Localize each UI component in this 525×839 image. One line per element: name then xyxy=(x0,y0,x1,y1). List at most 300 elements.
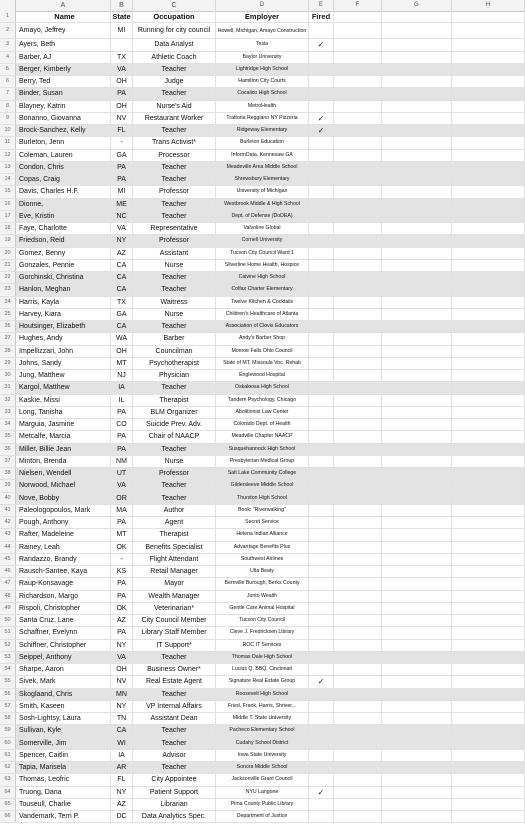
empty-cell[interactable] xyxy=(334,358,382,369)
empty-cell[interactable] xyxy=(382,456,452,467)
cell-name[interactable]: Santa Cruz, Lane xyxy=(16,615,111,626)
cell-fired[interactable] xyxy=(309,76,334,87)
cell-fired[interactable] xyxy=(309,88,334,99)
empty-cell[interactable] xyxy=(452,52,525,63)
cell-employer[interactable]: Sonora Middle School xyxy=(216,762,309,773)
cell-fired[interactable] xyxy=(309,419,334,430)
empty-cell[interactable] xyxy=(382,627,452,638)
empty-cell[interactable] xyxy=(452,627,525,638)
empty-cell[interactable] xyxy=(382,676,452,687)
empty-cell[interactable] xyxy=(382,725,452,736)
cell-occupation[interactable]: Advisor xyxy=(133,750,216,761)
empty-cell[interactable] xyxy=(334,248,382,259)
row-number[interactable]: 30 xyxy=(0,370,16,381)
cell-state[interactable]: TN xyxy=(111,713,133,724)
cell-name[interactable]: Johns, Sandy xyxy=(16,358,111,369)
cell-employer[interactable]: ROC IT Services xyxy=(216,640,309,651)
empty-cell[interactable] xyxy=(334,39,382,50)
empty-cell[interactable] xyxy=(452,272,525,283)
cell-occupation[interactable]: Flight Attendant xyxy=(133,554,216,565)
cell-name[interactable]: Somerville, Jim xyxy=(16,738,111,749)
empty-cell[interactable] xyxy=(382,615,452,626)
cell-state[interactable]: NC xyxy=(111,211,133,222)
empty-cell[interactable] xyxy=(334,664,382,675)
empty-cell[interactable] xyxy=(334,591,382,602)
cell-state[interactable]: PA xyxy=(111,88,133,99)
cell-fired[interactable] xyxy=(309,529,334,540)
empty-cell[interactable] xyxy=(334,554,382,565)
cell-occupation[interactable]: Teacher xyxy=(133,284,216,295)
row-number[interactable]: 8 xyxy=(0,101,16,112)
empty-cell[interactable] xyxy=(382,137,452,148)
cell-occupation[interactable]: BLM Organizer xyxy=(133,407,216,418)
empty-cell[interactable] xyxy=(382,346,452,357)
empty-cell[interactable] xyxy=(382,199,452,210)
cell-employer[interactable]: Colfax Charter Elementary xyxy=(216,284,309,295)
empty-cell[interactable] xyxy=(452,505,525,516)
empty-cell[interactable] xyxy=(452,125,525,136)
cell-state[interactable]: NY xyxy=(111,235,133,246)
cell-employer[interactable]: Department of Justice xyxy=(216,811,309,822)
empty-cell[interactable] xyxy=(334,223,382,234)
cell-fired[interactable] xyxy=(309,248,334,259)
cell-state[interactable]: IA xyxy=(111,750,133,761)
cell-name[interactable]: Hanlon, Meghan xyxy=(16,284,111,295)
cell-employer[interactable]: Secret Service xyxy=(216,517,309,528)
empty-cell[interactable] xyxy=(452,88,525,99)
row-number[interactable]: 4 xyxy=(0,52,16,63)
row-number[interactable]: 36 xyxy=(0,444,16,455)
empty-cell[interactable] xyxy=(334,333,382,344)
cell-state[interactable]: OH xyxy=(111,101,133,112)
cell-state[interactable]: TX xyxy=(111,297,133,308)
row-number[interactable]: 49 xyxy=(0,603,16,614)
cell-employer[interactable]: Advantage Benefits Plus xyxy=(216,542,309,553)
cell-fired[interactable] xyxy=(309,395,334,406)
cell-name[interactable]: Amayo, Jeffrey xyxy=(16,23,111,38)
cell-employer[interactable]: Pacheco Elementary School xyxy=(216,725,309,736)
cell-occupation[interactable]: Teacher xyxy=(133,88,216,99)
cell-employer[interactable]: Meadville Chapter NAACP xyxy=(216,431,309,442)
empty-cell[interactable] xyxy=(452,346,525,357)
empty-cell[interactable] xyxy=(382,223,452,234)
empty-cell[interactable] xyxy=(452,664,525,675)
cell-occupation[interactable]: Data Analytics Spec. xyxy=(133,811,216,822)
empty-cell[interactable] xyxy=(452,395,525,406)
cell-name[interactable]: Rainey, Leah xyxy=(16,542,111,553)
empty-cell[interactable] xyxy=(452,615,525,626)
cell-employer[interactable]: Book: "Riverwalking" xyxy=(216,505,309,516)
empty-cell[interactable] xyxy=(452,235,525,246)
cell-fired[interactable] xyxy=(309,211,334,222)
cell-state[interactable]: - xyxy=(111,554,133,565)
cell-employer[interactable]: Valvoline Global xyxy=(216,223,309,234)
cell-fired[interactable] xyxy=(309,346,334,357)
cell-name[interactable]: Schaffner, Evelynn xyxy=(16,627,111,638)
cell-name[interactable]: Hughes, Andy xyxy=(16,333,111,344)
cell-name[interactable]: Smith, Kaseen xyxy=(16,701,111,712)
cell-employer[interactable]: Lightridge High School xyxy=(216,64,309,75)
cell-state[interactable]: MT xyxy=(111,529,133,540)
cell-fired[interactable] xyxy=(309,652,334,663)
cell-fired[interactable] xyxy=(309,358,334,369)
empty-cell[interactable] xyxy=(382,321,452,332)
column-header-c[interactable]: C xyxy=(133,0,216,11)
cell-name[interactable]: Houtsinger, Elizabeth xyxy=(16,321,111,332)
empty-cell[interactable] xyxy=(334,113,382,124)
cell-name[interactable]: Impellizzari, John xyxy=(16,346,111,357)
row-number[interactable]: 53 xyxy=(0,652,16,663)
empty-cell[interactable] xyxy=(452,652,525,663)
cell-state[interactable]: GA xyxy=(111,309,133,320)
cell-occupation[interactable]: Teacher xyxy=(133,738,216,749)
cell-name[interactable]: Rausch-Santee, Kaya xyxy=(16,566,111,577)
cell-fired[interactable] xyxy=(309,493,334,504)
cell-fired[interactable] xyxy=(309,162,334,173)
empty-cell[interactable] xyxy=(452,713,525,724)
row-number[interactable]: 7 xyxy=(0,88,16,99)
cell-name[interactable]: Touseull, Charlie xyxy=(16,799,111,810)
empty-cell[interactable] xyxy=(334,738,382,749)
cell-state[interactable]: NV xyxy=(111,676,133,687)
empty-cell[interactable] xyxy=(382,23,452,38)
empty-cell[interactable] xyxy=(382,799,452,810)
cell-state[interactable]: OK xyxy=(111,542,133,553)
empty-cell[interactable] xyxy=(452,689,525,700)
empty-cell[interactable] xyxy=(452,774,525,785)
empty-cell[interactable] xyxy=(334,505,382,516)
row-number[interactable]: 16 xyxy=(0,199,16,210)
empty-cell[interactable] xyxy=(334,11,382,22)
empty-cell[interactable] xyxy=(452,186,525,197)
cell-state[interactable]: OR xyxy=(111,493,133,504)
cell-fired[interactable] xyxy=(309,566,334,577)
empty-cell[interactable] xyxy=(452,750,525,761)
empty-cell[interactable] xyxy=(452,701,525,712)
cell-employer[interactable]: Westbrook Middle & High School xyxy=(216,199,309,210)
cell-occupation[interactable]: Real Estate Agent xyxy=(133,676,216,687)
empty-cell[interactable] xyxy=(382,774,452,785)
empty-cell[interactable] xyxy=(382,260,452,271)
empty-cell[interactable] xyxy=(452,174,525,185)
empty-cell[interactable] xyxy=(382,297,452,308)
cell-state[interactable]: CO xyxy=(111,419,133,430)
cell-occupation[interactable]: Patient Support xyxy=(133,787,216,798)
empty-cell[interactable] xyxy=(452,101,525,112)
empty-cell[interactable] xyxy=(334,444,382,455)
cell-name[interactable]: Skoglaand, Chris xyxy=(16,689,111,700)
cell-state[interactable]: FL xyxy=(111,125,133,136)
cell-fired[interactable] xyxy=(309,701,334,712)
empty-cell[interactable] xyxy=(382,419,452,430)
cell-state[interactable]: CA xyxy=(111,321,133,332)
cell-fired[interactable]: ✓ xyxy=(309,676,334,687)
cell-employer[interactable]: Junto Wealth xyxy=(216,591,309,602)
empty-cell[interactable] xyxy=(452,162,525,173)
row-number[interactable]: 3 xyxy=(0,39,16,50)
empty-cell[interactable] xyxy=(334,382,382,393)
cell-employer[interactable]: Roosevelt High School xyxy=(216,689,309,700)
cell-occupation[interactable]: Teacher xyxy=(133,162,216,173)
empty-cell[interactable] xyxy=(334,395,382,406)
cell-employer[interactable]: Andy's Barber Shop xyxy=(216,333,309,344)
empty-cell[interactable] xyxy=(382,468,452,479)
empty-cell[interactable] xyxy=(334,309,382,320)
cell-name[interactable]: Tapia, Marisela xyxy=(16,762,111,773)
empty-cell[interactable] xyxy=(452,517,525,528)
cell-fired[interactable] xyxy=(309,603,334,614)
cell-name[interactable]: Dionne, xyxy=(16,199,111,210)
column-header-e[interactable]: E xyxy=(309,0,334,11)
cell-name[interactable]: Pough, Anthony xyxy=(16,517,111,528)
cell-name[interactable]: Paleologopoulos, Mark xyxy=(16,505,111,516)
header-fired[interactable]: Fired xyxy=(309,11,334,22)
cell-state[interactable]: ME xyxy=(111,199,133,210)
empty-cell[interactable] xyxy=(382,529,452,540)
cell-fired[interactable] xyxy=(309,762,334,773)
cell-employer[interactable]: Twelve Kitchen & Cocktails xyxy=(216,297,309,308)
empty-cell[interactable] xyxy=(334,370,382,381)
cell-state[interactable]: MN xyxy=(111,689,133,700)
empty-cell[interactable] xyxy=(452,578,525,589)
cell-fired[interactable] xyxy=(309,174,334,185)
empty-cell[interactable] xyxy=(334,297,382,308)
empty-cell[interactable] xyxy=(382,52,452,63)
cell-fired[interactable] xyxy=(309,150,334,161)
empty-cell[interactable] xyxy=(334,174,382,185)
cell-employer[interactable]: Susquehannock High School xyxy=(216,444,309,455)
cell-occupation[interactable]: Teacher xyxy=(133,652,216,663)
empty-cell[interactable] xyxy=(452,529,525,540)
cell-occupation[interactable]: Teacher xyxy=(133,689,216,700)
row-number[interactable]: 56 xyxy=(0,689,16,700)
cell-employer[interactable]: Monroe Falls Ohio Council xyxy=(216,346,309,357)
empty-cell[interactable] xyxy=(382,480,452,491)
cell-occupation[interactable]: Teacher xyxy=(133,762,216,773)
empty-cell[interactable] xyxy=(334,88,382,99)
cell-name[interactable]: Harvey, Kiara xyxy=(16,309,111,320)
cell-name[interactable]: Faye, Charlotte xyxy=(16,223,111,234)
empty-cell[interactable] xyxy=(334,627,382,638)
row-number[interactable]: 62 xyxy=(0,762,16,773)
cell-state[interactable]: MI xyxy=(111,23,133,38)
cell-employer[interactable]: Salt Lake Community College xyxy=(216,468,309,479)
empty-cell[interactable] xyxy=(382,762,452,773)
empty-cell[interactable] xyxy=(334,640,382,651)
cell-state[interactable]: NV xyxy=(111,113,133,124)
empty-cell[interactable] xyxy=(382,113,452,124)
cell-fired[interactable]: ✓ xyxy=(309,787,334,798)
empty-cell[interactable] xyxy=(382,517,452,528)
empty-cell[interactable] xyxy=(452,493,525,504)
cell-occupation[interactable]: Agent xyxy=(133,517,216,528)
empty-cell[interactable] xyxy=(382,664,452,675)
cell-fired[interactable] xyxy=(309,272,334,283)
cell-fired[interactable] xyxy=(309,297,334,308)
empty-cell[interactable] xyxy=(334,774,382,785)
cell-employer[interactable]: Cleve J. Fredricksen Library xyxy=(216,627,309,638)
cell-name[interactable]: Brock-Sanchez, Kelly xyxy=(16,125,111,136)
empty-cell[interactable] xyxy=(334,566,382,577)
empty-cell[interactable] xyxy=(334,676,382,687)
empty-cell[interactable] xyxy=(382,101,452,112)
cell-occupation[interactable]: Teacher xyxy=(133,211,216,222)
empty-cell[interactable] xyxy=(334,493,382,504)
empty-cell[interactable] xyxy=(334,689,382,700)
cell-occupation[interactable]: Teacher xyxy=(133,480,216,491)
empty-cell[interactable] xyxy=(382,701,452,712)
cell-employer[interactable]: Hamilton City Courts xyxy=(216,76,309,87)
empty-cell[interactable] xyxy=(382,395,452,406)
empty-cell[interactable] xyxy=(452,297,525,308)
header-employer[interactable]: Employer xyxy=(216,11,309,22)
cell-fired[interactable] xyxy=(309,186,334,197)
row-number[interactable]: 63 xyxy=(0,774,16,785)
cell-state[interactable]: PA xyxy=(111,517,133,528)
cell-occupation[interactable]: Assistant Dean xyxy=(133,713,216,724)
cell-fired[interactable] xyxy=(309,223,334,234)
row-number[interactable]: 19 xyxy=(0,235,16,246)
cell-occupation[interactable]: Retail Manager xyxy=(133,566,216,577)
empty-cell[interactable] xyxy=(452,725,525,736)
empty-cell[interactable] xyxy=(382,64,452,75)
cell-state[interactable]: PA xyxy=(111,407,133,418)
row-number[interactable]: 42 xyxy=(0,517,16,528)
row-number[interactable]: 9 xyxy=(0,113,16,124)
row-number[interactable]: 55 xyxy=(0,676,16,687)
cell-name[interactable]: Richardson, Margo xyxy=(16,591,111,602)
cell-employer[interactable]: Baylor University xyxy=(216,52,309,63)
cell-fired[interactable]: ✓ xyxy=(309,39,334,50)
cell-employer[interactable]: Helena Indian Alliance xyxy=(216,529,309,540)
cell-fired[interactable] xyxy=(309,738,334,749)
row-number[interactable]: 29 xyxy=(0,358,16,369)
cell-employer[interactable]: Fried, Frank, Harris, Shriver... xyxy=(216,701,309,712)
cell-state[interactable]: OH xyxy=(111,346,133,357)
row-number[interactable]: 44 xyxy=(0,542,16,553)
cell-name[interactable]: Kargol, Matthew xyxy=(16,382,111,393)
empty-cell[interactable] xyxy=(452,640,525,651)
cell-name[interactable]: Raup-Konsavage xyxy=(16,578,111,589)
row-number[interactable]: 15 xyxy=(0,186,16,197)
cell-occupation[interactable]: City Appointee xyxy=(133,774,216,785)
cell-state[interactable]: AZ xyxy=(111,615,133,626)
cell-name[interactable]: Eve, Kristin xyxy=(16,211,111,222)
empty-cell[interactable] xyxy=(452,762,525,773)
empty-cell[interactable] xyxy=(452,284,525,295)
empty-cell[interactable] xyxy=(334,529,382,540)
cell-name[interactable]: Nove, Bobby xyxy=(16,493,111,504)
cell-fired[interactable] xyxy=(309,382,334,393)
empty-cell[interactable] xyxy=(382,689,452,700)
cell-occupation[interactable]: Representative xyxy=(133,223,216,234)
cell-state[interactable]: OK xyxy=(111,603,133,614)
cell-state[interactable]: TX xyxy=(111,52,133,63)
cell-occupation[interactable]: Business Owner* xyxy=(133,664,216,675)
cell-name[interactable]: Condon, Chris xyxy=(16,162,111,173)
empty-cell[interactable] xyxy=(334,762,382,773)
row-number[interactable]: 18 xyxy=(0,223,16,234)
cell-name[interactable]: Miller, Billie Jean xyxy=(16,444,111,455)
cell-state[interactable]: NY xyxy=(111,640,133,651)
empty-cell[interactable] xyxy=(382,284,452,295)
cell-fired[interactable] xyxy=(309,615,334,626)
cell-employer[interactable]: Trattoria Reggiano NY Pizzeria xyxy=(216,113,309,124)
empty-cell[interactable] xyxy=(334,701,382,712)
cell-fired[interactable] xyxy=(309,235,334,246)
empty-cell[interactable] xyxy=(334,431,382,442)
row-number[interactable]: 52 xyxy=(0,640,16,651)
cell-state[interactable]: NY xyxy=(111,701,133,712)
cell-state[interactable]: CA xyxy=(111,272,133,283)
row-number[interactable]: 20 xyxy=(0,248,16,259)
cell-state[interactable]: AZ xyxy=(111,799,133,810)
row-number[interactable]: 35 xyxy=(0,431,16,442)
cell-state[interactable]: PA xyxy=(111,162,133,173)
cell-employer[interactable]: Bernville Burough, Berks County xyxy=(216,578,309,589)
row-number[interactable]: 2 xyxy=(0,23,16,38)
row-number[interactable]: 5 xyxy=(0,64,16,75)
empty-cell[interactable] xyxy=(452,566,525,577)
row-number[interactable]: 61 xyxy=(0,750,16,761)
cell-employer[interactable]: University of Michigan xyxy=(216,186,309,197)
cell-occupation[interactable]: Trans Activist* xyxy=(133,137,216,148)
cell-name[interactable]: Randazzo, Brandy xyxy=(16,554,111,565)
cell-fired[interactable] xyxy=(309,431,334,442)
empty-cell[interactable] xyxy=(334,346,382,357)
cell-employer[interactable]: Abolitionist Law Center xyxy=(216,407,309,418)
empty-cell[interactable] xyxy=(382,162,452,173)
cell-occupation[interactable]: Author xyxy=(133,505,216,516)
empty-cell[interactable] xyxy=(382,640,452,651)
cell-name[interactable]: Schiffner, Christopher xyxy=(16,640,111,651)
cell-name[interactable]: Sullivan, Kyle xyxy=(16,725,111,736)
empty-cell[interactable] xyxy=(334,52,382,63)
cell-fired[interactable] xyxy=(309,321,334,332)
row-number[interactable]: 33 xyxy=(0,407,16,418)
row-number[interactable]: 26 xyxy=(0,321,16,332)
cell-state[interactable]: CA xyxy=(111,284,133,295)
cell-employer[interactable]: Ridgeway Elementary xyxy=(216,125,309,136)
row-number[interactable]: 39 xyxy=(0,480,16,491)
cell-name[interactable]: Thomas, Leofric xyxy=(16,774,111,785)
cell-state[interactable]: PA xyxy=(111,174,133,185)
row-number[interactable]: 47 xyxy=(0,578,16,589)
cell-occupation[interactable]: Data Analyst xyxy=(133,39,216,50)
cell-employer[interactable]: Southwest Airlines xyxy=(216,554,309,565)
empty-cell[interactable] xyxy=(382,248,452,259)
cell-state[interactable]: MA xyxy=(111,505,133,516)
empty-cell[interactable] xyxy=(334,137,382,148)
cell-name[interactable]: Minton, Brenda xyxy=(16,456,111,467)
empty-cell[interactable] xyxy=(382,652,452,663)
row-number[interactable]: 46 xyxy=(0,566,16,577)
cell-name[interactable]: Seippel, Anthony xyxy=(16,652,111,663)
row-number[interactable]: 58 xyxy=(0,713,16,724)
cell-employer[interactable]: Presbyterian Medical Group xyxy=(216,456,309,467)
cell-fired[interactable] xyxy=(309,101,334,112)
row-number[interactable]: 64 xyxy=(0,787,16,798)
cell-occupation[interactable]: Suicide Prev. Adv. xyxy=(133,419,216,430)
empty-cell[interactable] xyxy=(452,811,525,822)
cell-name[interactable]: Gomez, Benny xyxy=(16,248,111,259)
cell-state[interactable]: AZ xyxy=(111,248,133,259)
row-number[interactable]: 24 xyxy=(0,297,16,308)
cell-fired[interactable] xyxy=(309,284,334,295)
cell-fired[interactable] xyxy=(309,799,334,810)
cell-employer[interactable]: Colorado Dept. of Health xyxy=(216,419,309,430)
cell-name[interactable]: Friedson, Reid xyxy=(16,235,111,246)
